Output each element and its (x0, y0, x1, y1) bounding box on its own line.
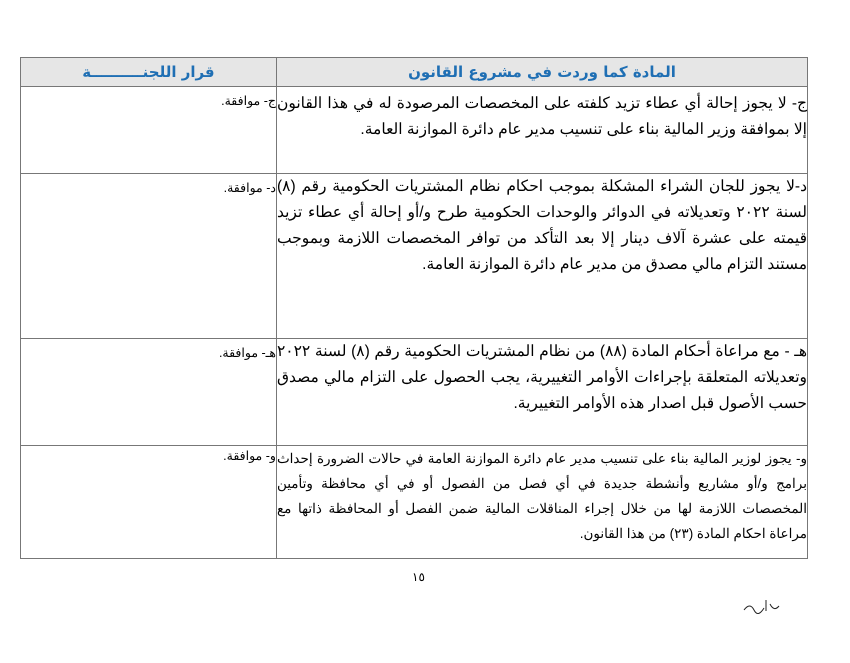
header-committee-decision: قرار اللجنــــــــــة (21, 58, 277, 87)
article-text: هـ - مع مراعاة أحكام المادة (٨٨) من نظام المشتريات الحكومية رقم (٨) لسنة ٢٠٢٢ وتعديلاته المتعلقة بإجراءات الأوامر التغييرية، يجب الحصول على التزام مالي مصدق حسب الأصول قبل اصدار هذه الأوامر التغييرية. (276, 343, 808, 412)
decision-text: ج- موافقة. (221, 94, 276, 108)
article-text: و- يجوز لوزير المالية بناء على تنسيب مدير عام دائرة الموازنة العامة في حالات الضرورة إحداث برامج و/أو مشاريع وأنشطة جديدة في أي فصل من الفصول أو في أي محافظة وتأمين المخصصات اللازمة لها من خلال إجراء المناقلات المالية ضمن الفصل أو المحافظة ذاتها مع مراعاة احكام المادة (٢٣) من هذا القانون. (276, 451, 807, 541)
table-header-row (21, 58, 808, 87)
table-row (21, 446, 808, 559)
signature (742, 596, 782, 620)
page-number: ١٥ (412, 570, 425, 584)
table-row (21, 87, 808, 174)
header-law-article: المادة كما وردت في مشروع القانون (276, 58, 807, 87)
article-text: د-لا يجوز للجان الشراء المشكلة بموجب احكام نظام المشتريات الحكومية رقم (٨) لسنة ٢٠٢٢ وتعديلاته في الدوائر والوحدات الحكومية طرح و/أو إحالة أي عطاء تزيد قيمته على عشرة آلاف دينار إلا بعد التأكد من توافر المخصصات اللازمة وبموجب مستند التزام مالي مصدق من مدير عام دائرة الموازنة العامة. (276, 178, 808, 273)
table-row (21, 174, 808, 339)
table-row (21, 339, 808, 446)
decision-text: و- موافقة. (223, 449, 276, 463)
decision-text: هـ- موافقة. (218, 346, 276, 360)
decision-text: د- موافقة. (223, 181, 276, 195)
article-text: ج- لا يجوز إحالة أي عطاء تزيد كلفته على المخصصات المرصودة له في هذا القانون إلا بموافقة وزير المالية بناء على تنسيب مدير عام دائرة الموازنة العامة. (276, 95, 807, 138)
law-table (20, 57, 808, 559)
